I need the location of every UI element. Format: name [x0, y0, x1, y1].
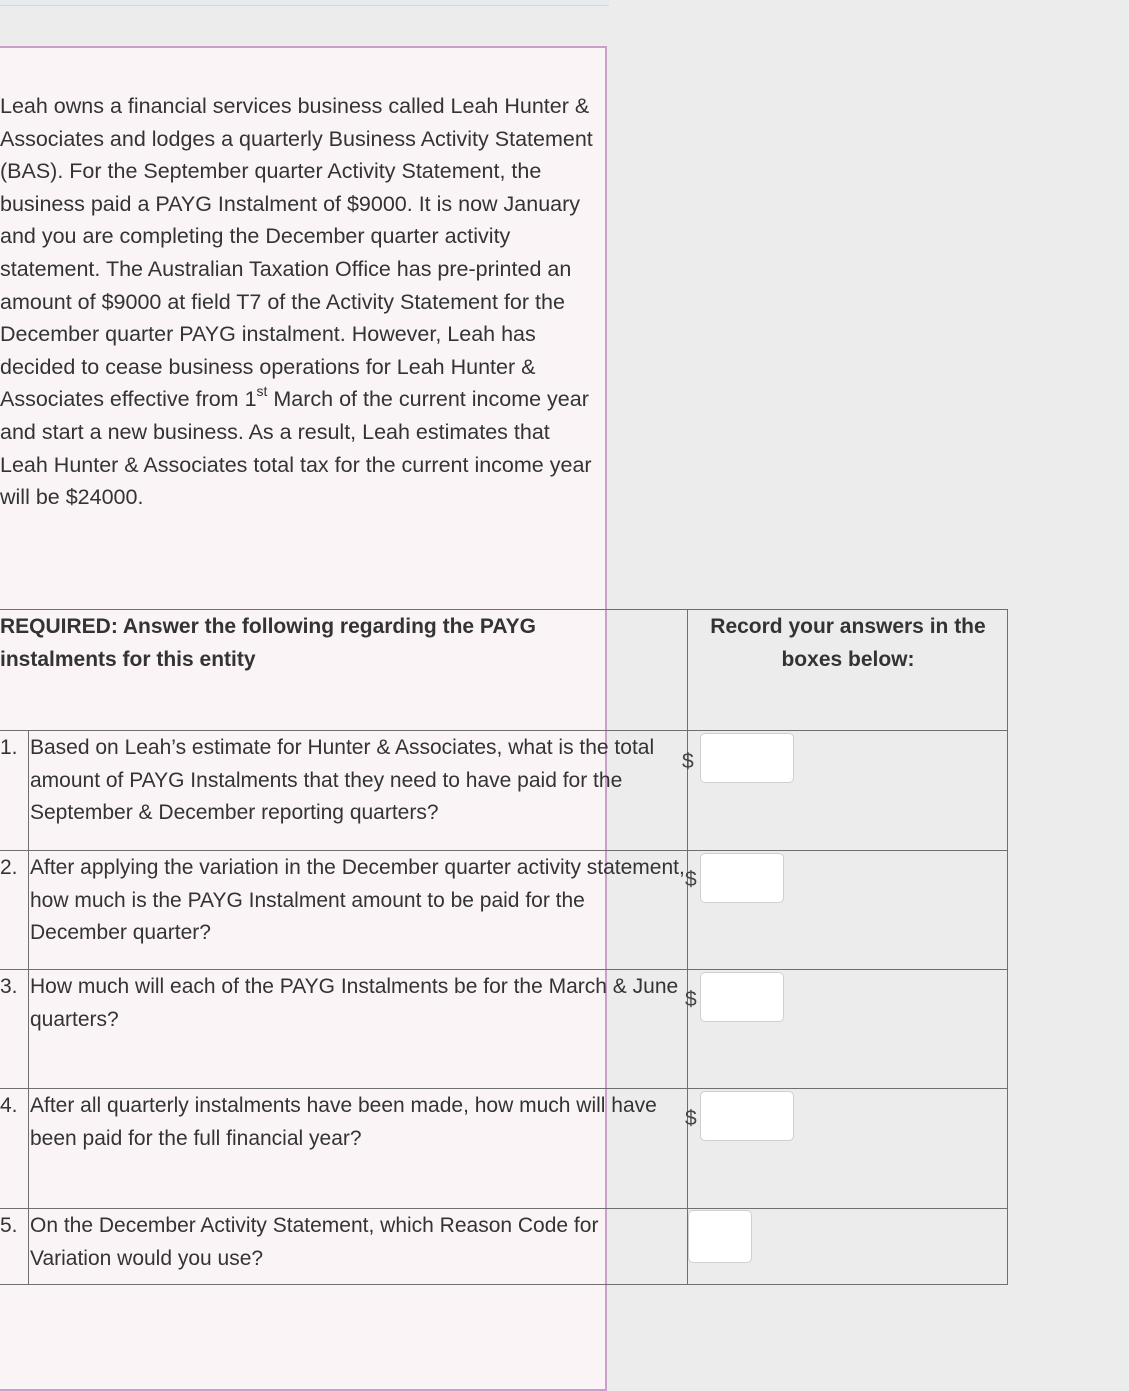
dollar-sign: $ — [685, 988, 697, 1011]
table-border-number-column — [28, 730, 29, 1285]
table-border-row4 — [0, 1088, 1008, 1089]
scenario-text-part-2: March of the current income year and start a new business. As a result, Leah estimates that Leah Hunter & Associates total tax for the current income year will be $24000. — [0, 387, 592, 510]
answer-input-1[interactable] — [700, 733, 794, 783]
table-border-row5 — [0, 1208, 1008, 1209]
answer-input-3[interactable] — [700, 972, 784, 1022]
table-border-right — [1007, 609, 1008, 1285]
scenario-text-part-1: Leah owns a financial services business called Leah Hunter & Associates and lodges a quarterly Business Activity Statement (BAS). For the September quarter Activity Statement, the business paid a PAYG Instalment of $9000. It is now January and you are completing the December quarter activity statement. The Australian Taxation Office has pre-printed an amount of $9000 at field T7 of the Activity Statement for the December quarter PAYG instalment. However, Leah has decided to cease business operations for Leah Hunter & Associates effective from 1 — [0, 94, 593, 412]
table-border-row2 — [0, 850, 1008, 851]
question-text: After applying the variation in the December quarter activity statement, how much is the PAYG Instalment amount to be paid for the December quarter? — [30, 856, 685, 944]
question-number: 4. — [0, 1094, 18, 1117]
top-bar — [0, 0, 609, 6]
ordinal-suffix: st — [256, 383, 268, 400]
question-text: After all quarterly instalments have been made, how much will have been paid for the full financial year? — [30, 1094, 657, 1150]
question-text: Based on Leah’s estimate for Hunter & Associates, what is the total amount of PAYG Instalments that they need to have paid for the September & December reporting quarters? — [30, 736, 655, 824]
reason-code-input[interactable] — [688, 1210, 752, 1263]
question-text: How much will each of the PAYG Instalments be for the March & June quarters? — [30, 975, 679, 1031]
table-border-row1 — [0, 730, 1008, 731]
answers-heading: Record your answers in the boxes below: — [710, 615, 986, 671]
table-border-row3 — [0, 969, 1008, 970]
answer-input-2[interactable] — [700, 853, 784, 903]
answer-input-4[interactable] — [700, 1091, 794, 1141]
question-text: On the December Activity Statement, which Reason Code for Variation would you use? — [30, 1214, 599, 1270]
dollar-sign: $ — [685, 868, 697, 891]
question-number: 1. — [0, 736, 18, 759]
table-border-bottom — [0, 1284, 1008, 1285]
question-number: 5. — [0, 1214, 18, 1237]
dollar-sign: $ — [682, 750, 694, 773]
question-number: 3. — [0, 975, 18, 998]
scenario-text — [0, 90, 600, 514]
question-number: 2. — [0, 856, 18, 879]
required-heading: REQUIRED: Answer the following regarding the PAYG instalments for this entity — [0, 615, 536, 671]
table-border-answer-column — [687, 609, 688, 1285]
dollar-sign: $ — [685, 1107, 697, 1130]
